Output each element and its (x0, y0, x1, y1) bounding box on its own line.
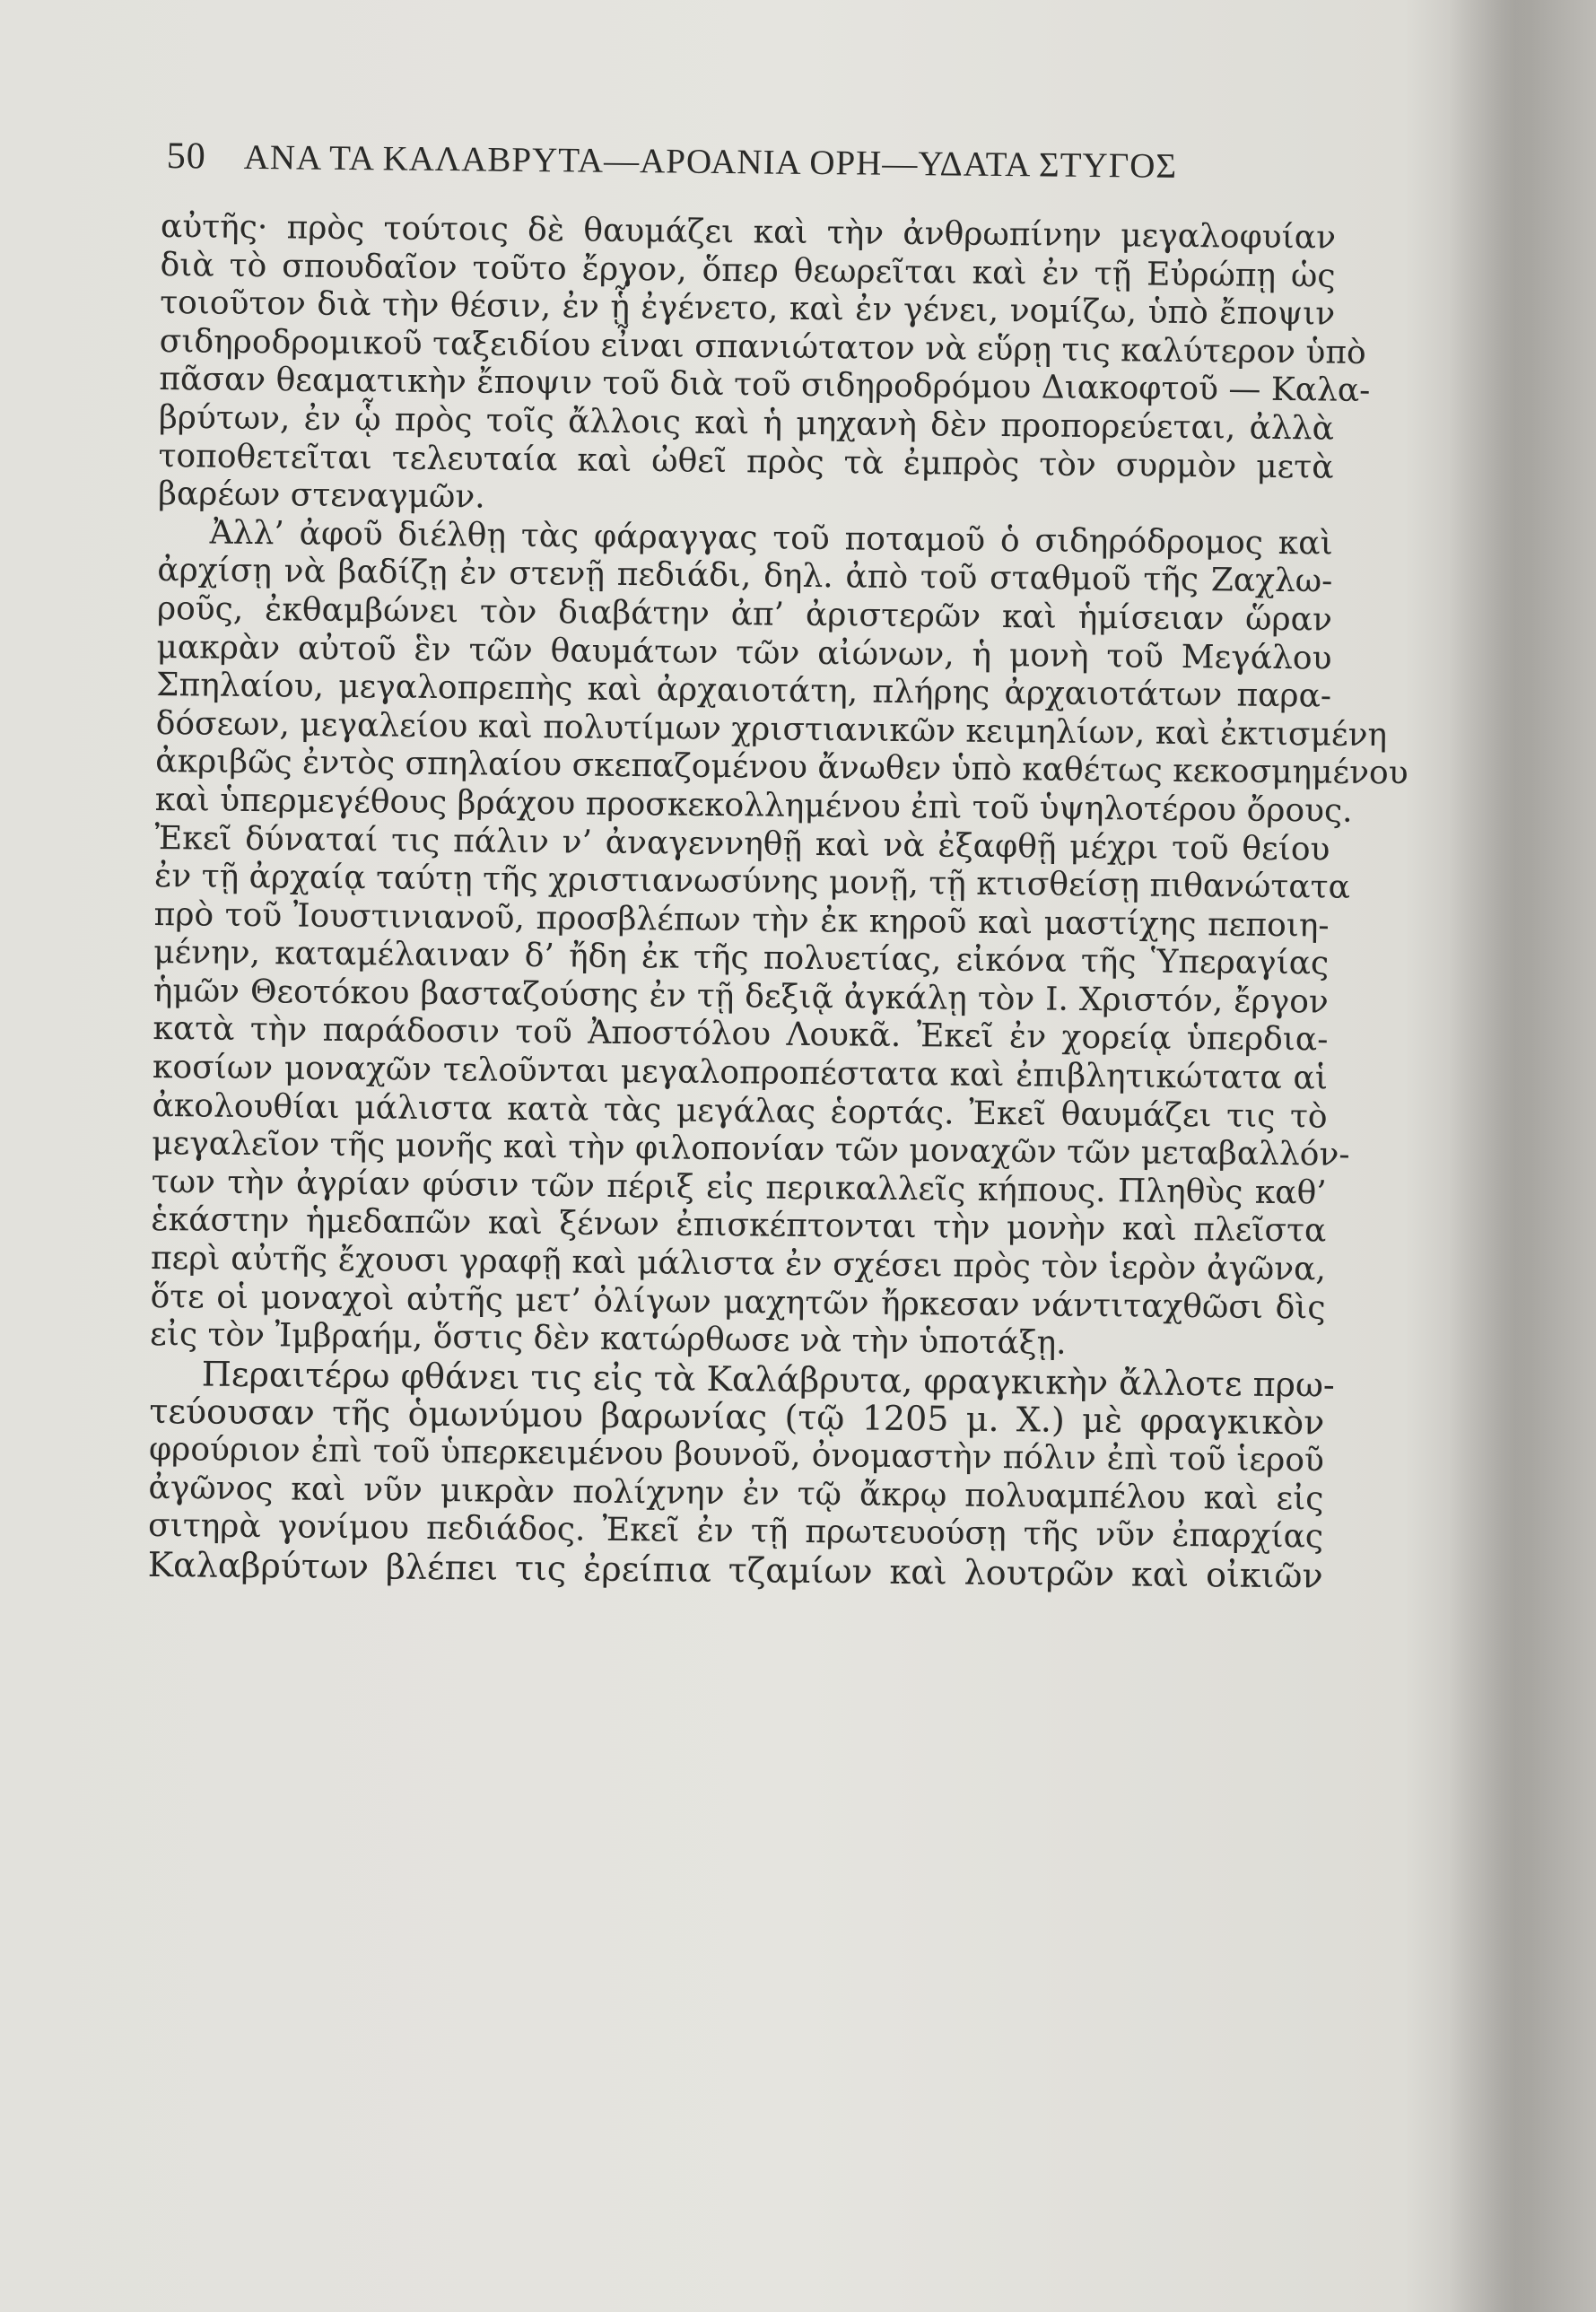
text-line: καὶ ὑπερμεγέθους βράχου προσκεκολλημένου ἐπὶ τοῦ ὑψηλοτέρου ὄρους. (154, 781, 1353, 830)
text-line: σιδηροδρομικοῦ ταξειδίου εἶναι σπανιώτατον νὰ εὕρῃ τις καλύτερον ὑπὸ (159, 322, 1366, 371)
page-number: 50 (166, 135, 206, 178)
body-text (147, 207, 1408, 1596)
text-line: ἀρχίσῃ νὰ βαδίζῃ ἐν στενῇ πεδιάδι, δηλ. ἀπὸ τοῦ σταθμοῦ τῆς Ζαχλω- (157, 552, 1333, 600)
text-line: ἐν τῇ ἀρχαίᾳ ταύτῃ τῆς χριστιανωσύνης μονῇ, τῇ κτισθείσῃ πιθανώτατα (153, 858, 1351, 906)
text-line: Σπηλαίου, μεγαλοπρεπὴς καὶ ἀρχαιοτάτη, πλήρης ἀρχαιοτάτων παρα- (155, 667, 1332, 715)
text-line: αὐτῆς· πρὸς τούτοις δὲ θαυμάζει καὶ τὴν ἀνθρωπίνην μεγαλοφυίαν (160, 207, 1337, 257)
text-line: εἰς τὸν Ἰμβραήμ, ὅστις δὲν κατώρθωσε νὰ τὴν ὑποτάξῃ. (149, 1316, 1067, 1362)
text-line: των τὴν ἀγρίαν φύσιν τῶν πέριξ εἰς περικαλλεῖς κήπους. Πληθὺς καθ’ (151, 1163, 1327, 1212)
text-line: ροῦς, ἐκθαμβώνει τὸν διαβάτην ἀπ’ ἀριστερῶν καὶ ἡμίσειαν ὥραν (156, 589, 1333, 639)
book-page-edge (1449, 0, 1596, 2312)
text-line: τοποθετεῖται τελευταία καὶ ὠθεῖ πρὸς τὰ ἐμπρὸς τὸν συρμὸν μετὰ (158, 437, 1334, 486)
text-line: ἡμῶν Θεοτόκου βασταζούσης ἐν τῇ δεξιᾷ ἀγκάλῃ τὸν Ι. Χριστόν, ἔργον (153, 972, 1329, 1021)
text-line: ἑκάστην ἡμεδαπῶν καὶ ξένων ἐπισκέπτονται τὴν μονὴν καὶ πλεῖστα (151, 1201, 1327, 1250)
text-line: ὅτε οἱ μοναχοὶ αὐτῆς μετ’ ὀλίγων μαχητῶν ἤρκεσαν νάντιταχθῶσι δὶς (150, 1278, 1326, 1327)
text-line: κατὰ τὴν παράδοσιν τοῦ Ἀποστόλου Λουκᾶ. Ἐκεῖ ἐν χορείᾳ ὑπερδια- (153, 1010, 1329, 1059)
text-line: περὶ αὐτῆς ἔχουσι γραφῇ καὶ μάλιστα ἐν σχέσει πρὸς τὸν ἱερὸν ἀγῶνα, (150, 1239, 1327, 1288)
text-line: μεγαλεῖον τῆς μονῆς καὶ τὴν φιλοπονίαν τῶν μοναχῶν τῶν μεταβαλλόν- (152, 1125, 1350, 1174)
text-line: ἀκριβῶς ἐντὸς σπηλαίου σκεπαζομένου ἄνωθεν ὑπὸ καθέτως κεκοσμημένου (155, 743, 1408, 792)
text-line: πρὸ τοῦ Ἰουστινιανοῦ, προσβλέπων τὴν ἐκ κηροῦ καὶ μαστίχης πεποιη- (153, 895, 1330, 945)
text-line: μακρὰν αὐτοῦ ἓν τῶν θαυμάτων τῶν αἰώνων, ἡ μονὴ τοῦ Μεγάλου (156, 628, 1332, 677)
text-line: Καλαβρύτων βλέπει τις ἐρείπια τζαμίων καὶ λουτρῶν καὶ οἰκιῶν (147, 1544, 1323, 1596)
text-line: Περαιτέρω φθάνει τις εἰς τὰ Καλάβρυτα, φραγκικὴν ἄλλοτε πρω- (201, 1354, 1335, 1405)
text-line: φρούριον ἐπὶ τοῦ ὑπερκειμένου βουνοῦ, ὀνομαστὴν πόλιν ἐπὶ τοῦ ἱεροῦ (148, 1430, 1325, 1479)
running-header (166, 135, 1337, 209)
text-line: βρύτων, ἐν ᾧ πρὸς τοῖς ἄλλοις καὶ ἡ μηχανὴ δὲν προπορεύεται, ἀλλὰ (158, 398, 1335, 448)
text-line: σιτηρὰ γονίμου πεδιάδος. Ἐκεῖ ἐν τῇ πρωτευούσῃ τῆς νῦν ἐπαρχίας (147, 1507, 1324, 1556)
text-line: ἀγῶνος καὶ νῦν μικρὰν πολίχνην ἐν τῷ ἄκρῳ πολυαμπέλου καὶ εἰς (148, 1469, 1324, 1518)
text-line: τοιοῦτον διὰ τὴν θέσιν, ἐν ᾗ ἐγένετο, καὶ ἐν γένει, νομίζω, ὑπὸ ἔποψιν (160, 284, 1336, 333)
text-line: ἀκολουθίαι μάλιστα κατὰ τὰς μεγάλας ἑορτάς. Ἐκεῖ θαυμάζει τις τὸ (152, 1086, 1328, 1136)
text-line: βαρέων στεναγμῶν. (157, 475, 485, 516)
text-line: μένην, καταμέλαιναν δ’ ἤδη ἐκ τῆς πολυετίας, εἰκόνα τῆς Ὑπεραγίας (153, 934, 1330, 982)
text-line: διὰ τὸ σπουδαῖον τοῦτο ἔργον, ὅπερ θεωρεῖται καὶ ἐν τῇ Εὐρώπῃ ὡς (160, 246, 1336, 295)
text-line: δόσεων, μεγαλείου καὶ πολυτίμων χριστιανικῶν κειμηλίων, καὶ ἐκτισμένη (155, 704, 1388, 754)
running-head-title: ΑΝΑ ΤΑ ΚΑΛΑΒΡΥΤΑ—ΑΡΟΑΝΙΑ ΟΡΗ—ΥΔΑΤΑ ΣΤΥΓΟΣ (243, 137, 1178, 186)
book-page (142, 135, 1408, 2245)
text-line: τεύουσαν τῆς ὁμωνύμου βαρωνίας (τῷ 1205 μ. Χ.) μὲ φραγκικὸν (149, 1392, 1325, 1443)
text-line: κοσίων μοναχῶν τελοῦνται μεγαλοπροπέστατα καὶ ἐπιβλητικώτατα αἱ (152, 1049, 1329, 1097)
text-line: πᾶσαν θεαματικὴν ἔποψιν τοῦ διὰ τοῦ σιδηροδρόμου Διακοφτοῦ — Καλα- (159, 361, 1371, 410)
text-line: Ἐκεῖ δύναταί τις πάλιν ν’ ἀναγεννηθῇ καὶ νὰ ἐξαφθῇ μέχρι τοῦ θείου (154, 819, 1330, 868)
text-line: Ἀλλ’ ἀφοῦ διέλθῃ τὰς φάραγγας τοῦ ποταμοῦ ὁ σιδηρόδρομος καὶ (209, 514, 1333, 563)
